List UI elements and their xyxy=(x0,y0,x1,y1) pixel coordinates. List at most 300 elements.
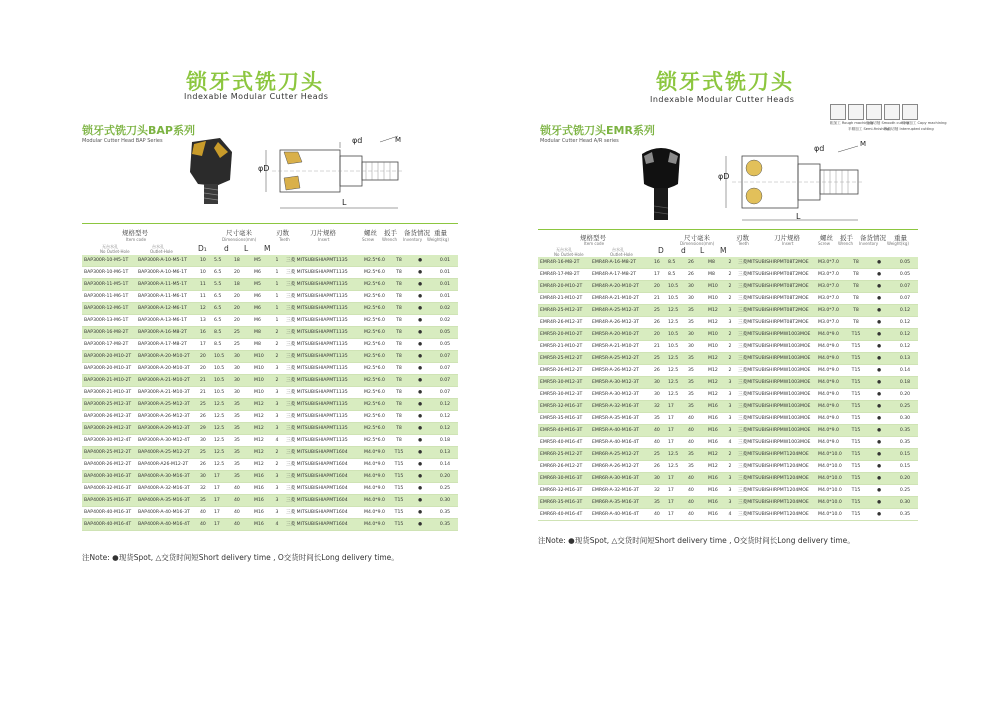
table-row xyxy=(538,257,918,269)
diameter-D: 25 xyxy=(198,399,212,411)
length-L: 20 xyxy=(232,267,252,279)
item-code-outlet: EMR6R-A-35-M16-3T xyxy=(590,497,652,509)
header-col-b-en: Outlet-Hole xyxy=(150,249,173,254)
teeth: 2 xyxy=(270,447,284,459)
screw: M2.5*6.0 xyxy=(362,435,390,447)
diameter-D: 25 xyxy=(198,447,212,459)
diameter-d: 17 xyxy=(666,509,686,521)
inventory: ● xyxy=(866,437,892,449)
item-code-outlet: EMR4R-A-16-M8-2T xyxy=(590,257,652,269)
label-phi-D: φD xyxy=(258,164,270,173)
weight: 0.12 xyxy=(432,423,458,435)
thread-M: M16 xyxy=(706,401,724,413)
footnote: 注Note: ●现货Spot, △交货时间短Short delivery time , O交货时间长Long delivery time。 xyxy=(82,553,399,562)
teeth: 2 xyxy=(270,351,284,363)
insert: 三菱 MITSUBISHIAPMT1135 xyxy=(284,435,362,447)
item-code: EMR5R-30-M12-3T xyxy=(538,389,590,401)
weight: 0.35 xyxy=(892,509,918,521)
diameter-D: 13 xyxy=(198,315,212,327)
header-screw-en: Screw xyxy=(362,237,375,242)
table-row xyxy=(82,495,458,507)
diameter-d: 10.5 xyxy=(666,293,686,305)
length-L: 35 xyxy=(232,447,252,459)
inventory: ● xyxy=(866,305,892,317)
insert: 三菱MITSUBISHIRPMT08T2MOE xyxy=(736,317,816,329)
table-row xyxy=(538,509,918,521)
teeth: 1 xyxy=(270,255,284,267)
label-phi-D: φD xyxy=(718,172,730,181)
table-row xyxy=(538,389,918,401)
weight: 0.12 xyxy=(892,341,918,353)
table-row xyxy=(538,473,918,485)
thread-M: M10 xyxy=(706,293,724,305)
wrench: T15 xyxy=(390,519,408,531)
thread-M: M5 xyxy=(252,279,270,291)
thread-M: M6 xyxy=(252,267,270,279)
table-row xyxy=(538,449,918,461)
table-row xyxy=(82,255,458,267)
length-L: 30 xyxy=(686,281,706,293)
inventory: ● xyxy=(866,509,892,521)
weight: 0.12 xyxy=(892,329,918,341)
weight: 0.01 xyxy=(432,279,458,291)
header-teeth-en: Teeth xyxy=(738,241,749,246)
copy-machining-icon xyxy=(902,104,918,120)
header-insert-en: Insert xyxy=(318,237,330,242)
header-D: D xyxy=(658,246,664,255)
length-L: 18 xyxy=(232,255,252,267)
diameter-d: 12.5 xyxy=(666,365,686,377)
inventory: ● xyxy=(408,363,432,375)
item-code-outlet: BAP300R-A-21-M10-3T xyxy=(136,387,198,399)
teeth: 4 xyxy=(270,519,284,531)
header-M: M xyxy=(720,246,727,255)
wrench: T15 xyxy=(846,377,866,389)
inventory: ● xyxy=(408,423,432,435)
length-L: 40 xyxy=(686,485,706,497)
table-row xyxy=(82,411,458,423)
inventory: ● xyxy=(408,279,432,291)
diameter-d: 17 xyxy=(666,413,686,425)
teeth: 3 xyxy=(724,473,736,485)
header-wrench: 扳手 xyxy=(840,234,853,242)
wrench: T15 xyxy=(390,471,408,483)
weight: 0.18 xyxy=(432,435,458,447)
item-code-outlet: BAP300R-A-10-M6-1T xyxy=(136,267,198,279)
length-L: 30 xyxy=(232,351,252,363)
page-subtitle: Indexable Modular Cutter Heads xyxy=(184,92,329,101)
rough-machining-icon xyxy=(830,104,846,120)
thread-M: M8 xyxy=(252,339,270,351)
table-row xyxy=(538,497,918,509)
wrench: T8 xyxy=(390,411,408,423)
wrench: T8 xyxy=(846,281,866,293)
item-code-outlet: BAP300R-A-11-M6-1T xyxy=(136,291,198,303)
weight: 0.13 xyxy=(432,447,458,459)
screw: M2.5*6.0 xyxy=(362,291,390,303)
inventory: ● xyxy=(408,471,432,483)
insert: 三菱 MITSUBISHIAPMT1604 xyxy=(284,495,362,507)
length-L: 30 xyxy=(232,363,252,375)
weight: 0.30 xyxy=(892,413,918,425)
inventory: ● xyxy=(408,315,432,327)
item-code: EMR5R-26-M12-2T xyxy=(538,365,590,377)
diameter-D: 40 xyxy=(652,425,666,437)
screw: M4.0*9.0 xyxy=(816,353,846,365)
header-weight-en: Weight(kg) xyxy=(427,237,449,242)
item-code: EMR4R-25-M12-3T xyxy=(538,305,590,317)
item-code-outlet: EMR5R-A-21-M10-2T xyxy=(590,341,652,353)
item-code-outlet: BAP300R-A-20-M10-2T xyxy=(136,351,198,363)
inventory: ● xyxy=(866,341,892,353)
screw: M2.5*6.0 xyxy=(362,399,390,411)
screw: M4.0*9.0 xyxy=(816,401,846,413)
item-code: BAP300R-20-M10-3T xyxy=(82,363,136,375)
teeth: 3 xyxy=(270,483,284,495)
wrench: T15 xyxy=(390,459,408,471)
item-code-outlet: EMR6R-A-40-M16-4T xyxy=(590,509,652,521)
screw: M4.0*9.0 xyxy=(816,413,846,425)
item-code-outlet: EMR4R-A-21-M10-2T xyxy=(590,293,652,305)
header-teeth: 刃数 xyxy=(736,234,749,242)
teeth: 1 xyxy=(270,279,284,291)
weight: 0.05 xyxy=(892,257,918,269)
inventory: ● xyxy=(866,269,892,281)
item-code: BAP300R-26-M12-3T xyxy=(82,411,136,423)
item-code: BAP300R-11-M5-1T xyxy=(82,279,136,291)
table-row xyxy=(538,377,918,389)
diameter-d: 8.5 xyxy=(666,269,686,281)
item-code-outlet: EMR4R-A-17-M8-2T xyxy=(590,269,652,281)
length-L: 30 xyxy=(686,293,706,305)
item-code: EMR6R-32-M16-3T xyxy=(538,485,590,497)
legend-label: 粗加工 Rough machining xyxy=(830,121,874,125)
diameter-d: 17 xyxy=(666,473,686,485)
item-code-outlet: EMR5R-A-26-M12-2T xyxy=(590,365,652,377)
insert: 三菱MITSUBISHIRPMW1003MOE xyxy=(736,341,816,353)
thread-M: M8 xyxy=(252,327,270,339)
insert: 三菱 MITSUBISHIAPMT1135 xyxy=(284,255,362,267)
diameter-D: 26 xyxy=(198,459,212,471)
weight: 0.01 xyxy=(432,291,458,303)
inventory: ● xyxy=(408,495,432,507)
wrench: T15 xyxy=(846,401,866,413)
length-L: 35 xyxy=(686,317,706,329)
diameter-D: 20 xyxy=(198,363,212,375)
teeth: 2 xyxy=(270,327,284,339)
diameter-D: 25 xyxy=(652,305,666,317)
length-L: 40 xyxy=(232,483,252,495)
item-code: BAP300R-11-M6-1T xyxy=(82,291,136,303)
weight: 0.07 xyxy=(432,363,458,375)
screw: M4.0*10.0 xyxy=(816,509,846,521)
weight: 0.15 xyxy=(892,449,918,461)
item-code: EMR6R-25-M12-2T xyxy=(538,449,590,461)
screw: M4.0*9.0 xyxy=(816,389,846,401)
screw: M2.5*6.0 xyxy=(362,363,390,375)
item-code: EMR4R-21-M10-2T xyxy=(538,293,590,305)
header-D: D₁ xyxy=(198,244,207,253)
diameter-d: 17 xyxy=(666,485,686,497)
screw: M2.5*6.0 xyxy=(362,255,390,267)
legend-label: 仿形加工 Copy machining xyxy=(902,121,947,125)
diameter-D: 35 xyxy=(652,413,666,425)
insert: 三菱MITSUBISHIRPMW1003MOE xyxy=(736,413,816,425)
insert: 三菱MITSUBISHIRPMW1003MOE xyxy=(736,389,816,401)
diameter-d: 12.5 xyxy=(666,461,686,473)
inventory: ● xyxy=(408,399,432,411)
inventory: ● xyxy=(408,267,432,279)
screw: M4.0*10.0 xyxy=(816,485,846,497)
teeth: 2 xyxy=(724,257,736,269)
length-L: 30 xyxy=(232,387,252,399)
length-L: 35 xyxy=(686,353,706,365)
thread-M: M12 xyxy=(706,305,724,317)
screw: M4.0*9.0 xyxy=(816,425,846,437)
item-code: BAP300R-12-M6-1T xyxy=(82,303,136,315)
thread-M: M10 xyxy=(252,351,270,363)
diameter-d: 12.5 xyxy=(212,399,232,411)
item-code-outlet: BAP300R-A-25-M12-3T xyxy=(136,399,198,411)
diameter-D: 30 xyxy=(652,473,666,485)
weight: 0.20 xyxy=(892,473,918,485)
screw: M4.0*9.0 xyxy=(362,447,390,459)
teeth: 2 xyxy=(724,341,736,353)
wrench: T15 xyxy=(846,497,866,509)
thread-M: M16 xyxy=(252,507,270,519)
diameter-D: 16 xyxy=(652,257,666,269)
item-code: EMR5R-32-M16-3T xyxy=(538,401,590,413)
teeth: 2 xyxy=(724,329,736,341)
teeth: 3 xyxy=(270,399,284,411)
diameter-D: 40 xyxy=(652,509,666,521)
thread-M: M16 xyxy=(706,509,724,521)
wrench: T15 xyxy=(846,485,866,497)
diameter-D: 11 xyxy=(198,291,212,303)
screw: M4.0*10.0 xyxy=(816,497,846,509)
thread-M: M16 xyxy=(706,485,724,497)
diameter-d: 12.5 xyxy=(666,353,686,365)
wrench: T15 xyxy=(390,507,408,519)
page-title: 锁牙式铣刀头 xyxy=(186,70,324,94)
diameter-D: 30 xyxy=(652,389,666,401)
teeth: 3 xyxy=(270,495,284,507)
teeth: 2 xyxy=(270,339,284,351)
series-title: 锁牙式铣刀头EMR系列 xyxy=(540,124,655,137)
weight: 0.02 xyxy=(432,315,458,327)
item-code: BAP300R-17-M8-2T xyxy=(82,339,136,351)
length-L: 35 xyxy=(232,435,252,447)
screw: M4.0*9.0 xyxy=(362,471,390,483)
insert: 三菱 MITSUBISHIAPMT1135 xyxy=(284,303,362,315)
teeth: 4 xyxy=(270,435,284,447)
screw: M3.0*7.0 xyxy=(816,293,846,305)
inventory: ● xyxy=(866,413,892,425)
cutter-head-photo xyxy=(180,132,240,212)
wrench: T8 xyxy=(390,423,408,435)
teeth: 4 xyxy=(724,437,736,449)
length-L: 35 xyxy=(686,305,706,317)
diameter-d: 12.5 xyxy=(212,447,232,459)
inventory: ● xyxy=(408,351,432,363)
table-row xyxy=(538,317,918,329)
length-L: 35 xyxy=(232,411,252,423)
insert: 三菱 MITSUBISHIAPMT1135 xyxy=(284,327,362,339)
item-code-outlet: EMR6R-A-26-M12-2T xyxy=(590,461,652,473)
item-code: EMR5R-25-M12-2T xyxy=(538,353,590,365)
diameter-d: 17 xyxy=(212,483,232,495)
table-header xyxy=(538,229,918,258)
diameter-d: 6.5 xyxy=(212,303,232,315)
item-code: EMR4R-20-M10-2T xyxy=(538,281,590,293)
insert: 三菱 MITSUBISHIAPMT1135 xyxy=(284,375,362,387)
teeth: 3 xyxy=(270,387,284,399)
diameter-d: 12.5 xyxy=(666,317,686,329)
thread-M: M12 xyxy=(706,365,724,377)
insert: 三菱MITSUBISHIRPMT08T2MOE xyxy=(736,305,816,317)
header-teeth: 刃数 xyxy=(276,229,289,237)
diameter-D: 32 xyxy=(652,485,666,497)
header-size: 尺寸毫米 xyxy=(226,229,252,237)
item-code: EMR6R-40-M16-4T xyxy=(538,509,590,521)
teeth: 3 xyxy=(724,497,736,509)
teeth: 1 xyxy=(270,291,284,303)
length-L: 20 xyxy=(232,303,252,315)
table-row xyxy=(538,329,918,341)
insert: 三菱MITSUBISHIRPMW1003MOE xyxy=(736,329,816,341)
item-code-outlet: EMR5R-A-35-M16-3T xyxy=(590,413,652,425)
diameter-D: 30 xyxy=(198,471,212,483)
legend-label: 半精加工 Semi-finishing xyxy=(848,127,890,131)
thread-M: M10 xyxy=(706,281,724,293)
diameter-d: 6.5 xyxy=(212,315,232,327)
header-size: 尺寸毫米 xyxy=(684,234,710,242)
diameter-d: 6.5 xyxy=(212,267,232,279)
item-code: EMR5R-40-M16-4T xyxy=(538,437,590,449)
weight: 0.15 xyxy=(892,461,918,473)
table-row xyxy=(82,327,458,339)
thread-M: M12 xyxy=(252,447,270,459)
interrupted-cutting-icon xyxy=(884,104,900,120)
item-code-outlet: BAP400R-A-40-M16-4T xyxy=(136,519,198,531)
screw: M4.0*9.0 xyxy=(816,341,846,353)
screw: M2.5*6.0 xyxy=(362,327,390,339)
weight: 0.25 xyxy=(892,401,918,413)
screw: M4.0*9.0 xyxy=(362,507,390,519)
insert: 三菱 MITSUBISHIAPMT1135 xyxy=(284,387,362,399)
diameter-D: 17 xyxy=(198,339,212,351)
thread-M: M10 xyxy=(252,363,270,375)
table-row xyxy=(538,281,918,293)
table-row xyxy=(82,483,458,495)
length-L: 18 xyxy=(232,279,252,291)
item-code: BAP300R-13-M6-1T xyxy=(82,315,136,327)
diameter-D: 32 xyxy=(198,483,212,495)
diameter-d: 5.5 xyxy=(212,279,232,291)
item-code-outlet: EMR5R-A-20-M10-2T xyxy=(590,329,652,341)
item-code-outlet: BAP300R-A-29-M12-3T xyxy=(136,423,198,435)
insert: 三菱MITSUBISHIRPMT1204MOE xyxy=(736,473,816,485)
screw: M2.5*6.0 xyxy=(362,387,390,399)
diameter-d: 10.5 xyxy=(666,281,686,293)
length-L: 40 xyxy=(686,473,706,485)
item-code-outlet: BAP400R-A26-M12-2T xyxy=(136,459,198,471)
item-code: BAP300R-29-M12-3T xyxy=(82,423,136,435)
insert: 三菱 MITSUBISHIAPMT1135 xyxy=(284,267,362,279)
inventory: ● xyxy=(866,365,892,377)
diameter-D: 30 xyxy=(652,377,666,389)
item-code: BAP400R-25-M12-2T xyxy=(82,447,136,459)
diameter-D: 40 xyxy=(652,437,666,449)
item-code-outlet: EMR5R-A-30-M12-3T xyxy=(590,377,652,389)
table-row xyxy=(538,485,918,497)
item-code-outlet: EMR4R-A-25-M12-3T xyxy=(590,305,652,317)
header-model-en: Item code xyxy=(584,241,605,246)
item-code-outlet: EMR5R-A-25-M12-2T xyxy=(590,353,652,365)
item-code: EMR4R-26-M12-3T xyxy=(538,317,590,329)
inventory: ● xyxy=(408,303,432,315)
diameter-d: 8.5 xyxy=(212,327,232,339)
diameter-D: 21 xyxy=(198,375,212,387)
weight: 0.01 xyxy=(432,267,458,279)
inventory: ● xyxy=(866,485,892,497)
diameter-d: 10.5 xyxy=(212,387,232,399)
insert: 三菱MITSUBISHIRPMW1003MOE xyxy=(736,365,816,377)
insert: 三菱 MITSUBISHIAPMT1604 xyxy=(284,519,362,531)
header-col-a: 无台水孔 xyxy=(556,247,572,252)
header-col-a-en: No Outlet-Hole xyxy=(100,249,130,254)
wrench: T15 xyxy=(846,341,866,353)
thread-M: M12 xyxy=(706,449,724,461)
thread-M: M16 xyxy=(252,519,270,531)
wrench: T8 xyxy=(846,257,866,269)
length-L: 30 xyxy=(686,341,706,353)
diameter-D: 20 xyxy=(652,281,666,293)
item-code-outlet: EMR6R-A-30-M16-3T xyxy=(590,473,652,485)
table-row xyxy=(82,339,458,351)
header-L: L xyxy=(244,244,249,253)
insert: 三菱 MITSUBISHIAPMT1135 xyxy=(284,399,362,411)
header-screw-en: Screw xyxy=(818,241,831,246)
weight: 0.12 xyxy=(892,317,918,329)
insert: 三菱 MITSUBISHIAPMT1135 xyxy=(284,423,362,435)
teeth: 3 xyxy=(724,305,736,317)
table-row xyxy=(82,291,458,303)
table-row xyxy=(82,315,458,327)
diameter-d: 8.5 xyxy=(212,339,232,351)
table-row xyxy=(82,375,458,387)
wrench: T8 xyxy=(390,387,408,399)
thread-M: M12 xyxy=(252,411,270,423)
insert: 三菱MITSUBISHIRPMT08T2MOE xyxy=(736,293,816,305)
length-L: 25 xyxy=(232,339,252,351)
teeth: 3 xyxy=(724,425,736,437)
item-code-outlet: BAP400R-A-32-M16-3T xyxy=(136,483,198,495)
diameter-D: 10 xyxy=(198,267,212,279)
item-code-outlet: BAP400R-A-25-M12-2T xyxy=(136,447,198,459)
header-insert: 刀片规格 xyxy=(774,234,800,242)
item-code: EMR6R-26-M12-2T xyxy=(538,461,590,473)
page-subtitle: Indexable Modular Cutter Heads xyxy=(650,95,795,104)
screw: M4.0*9.0 xyxy=(816,437,846,449)
item-code: EMR4R-16-M8-2T xyxy=(538,257,590,269)
inventory: ● xyxy=(866,401,892,413)
diameter-d: 17 xyxy=(212,495,232,507)
label-L: L xyxy=(796,212,801,221)
thread-M: M12 xyxy=(252,435,270,447)
diameter-D: 20 xyxy=(652,329,666,341)
item-code: EMR5R-40-M16-3T xyxy=(538,425,590,437)
